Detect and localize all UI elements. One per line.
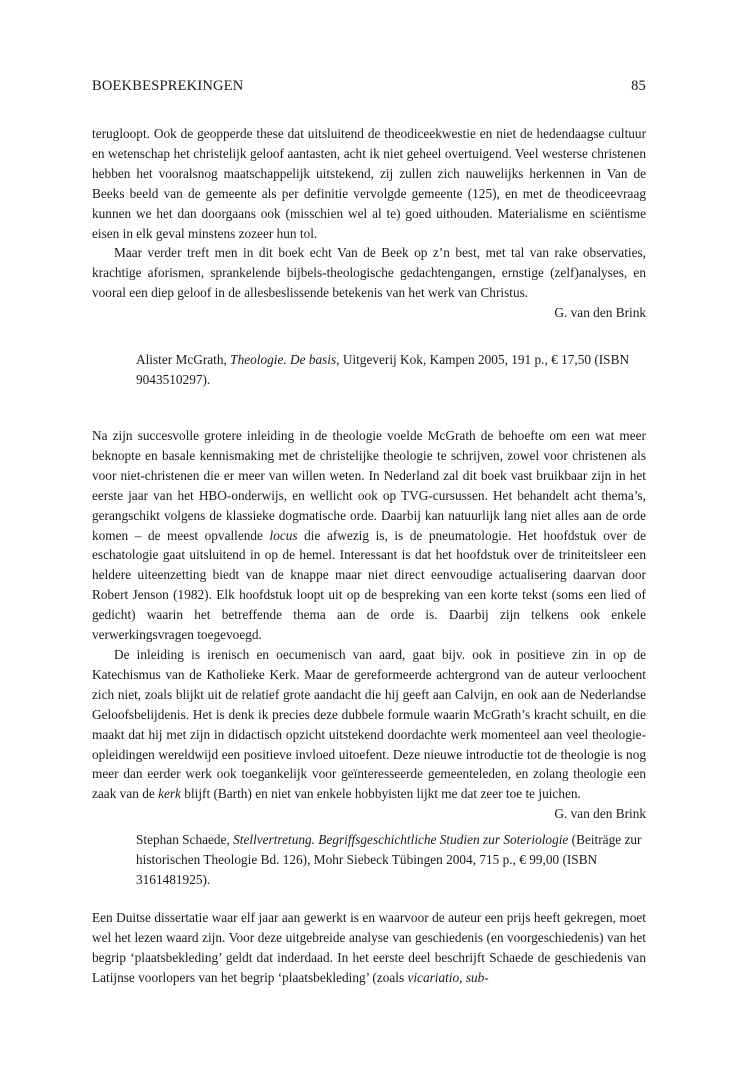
review-mcgrath xyxy=(92,426,646,824)
paragraph: terugloopt. Ook de geopperde these dat uitsluitend de theodiceekwestie en niet de hedendaagse cultuur en wetenschap het christelijk geloof aantasten, acht ik niet geheel overtuigend. Veel westerse christenen hebben het vooralsnog maatschappelijk uitstekend, zij zullen zich nauwelijks herkennen in Van de Beeks beeld van de gemeente als per definitie vervolgde gemeente (125), en met de theodiceevraag kunnen we het dan doorgaans ook (misschien wel al te) goed uithouden. Materialisme en sciëntisme eisen in elk geval minstens zozeer hun tol. xyxy=(92,126,646,241)
paragraph: De inleiding is irenisch en oecumenisch van aard, gaat bijv. ook in positieve zin in op de Katechismus van de Katholieke Kerk. Maar de gereformeerde achtergrond van de auteur verloochent zich niet, zoals blijkt uit de relatief grote aandacht die hij geeft aan Calvijn, en ook aan de Nederlandse Geloofsbelijdenis. Het is denk ik precies deze dubbele formule waarin McGrath’s kracht schuilt, en die maakt dat hij met zijn in didactisch opzicht uitstekend doordachte werk momenteel aan veel theologie-opleidingen wereldwijd een positieve invloed uitoefent. Deze nieuwe introductie tot de theologie is nog meer dan eerder werk ook toegankelijk voor geïnteresseerde gemeenteleden, en zolang theologie een zaak van de kerk blijft (Barth) en niet van enkele hobbyisten lijkt me dat zeer toe te juichen. xyxy=(92,646,646,802)
ref-title: Stellvertretung. Begriffsgeschichtliche Studien zur Soteriologie xyxy=(233,832,569,847)
paragraph: Na zijn succesvolle grotere inleiding in de theologie voelde McGrath de behoefte om een wat meer beknopte en basale kennismaking met de christelijke theologie te schrijven, zowel voor christenen als voor niet-christenen die er meer van willen weten. In Nederland zal dit boek vast bruikbaar zijn in het eerste jaar van het HBO-onderwijs, en wellicht ook op TVG-cursussen. Het behandelt acht thema’s, gerangschikt volgens de klassieke dogmatische orde. Daarbij kan natuurlijk lang niet alles aan de orde komen – de meest opvallende locus die afwezig is, is de pneumatologie. Het hoofdstuk over de eschatologie gaat uitsluitend in op de hemel. Interessant is dat het hoofdstuk over de triniteitsleer een heldere uiteenzetting biedt van de knappe maar niet direct eenvoudige actualisering daarvan door Robert Jenson (1982). Elk hoofdstuk loopt uit op de bespreking van een korte tekst (soms een lied of gedicht) waarin het betreffende thema aan de orde is. Daarbij zijn telkens ook enkele verwerkingsvragen toegevoegd. xyxy=(92,428,646,643)
book-reference-schaede xyxy=(136,830,646,890)
ref-title: Theologie. De basis xyxy=(230,352,337,367)
reviewer-signature: G. van den Brink xyxy=(554,806,646,822)
ref-details: , Uitgeverij Kok, Kampen 2005, 191 p., € 17,50 (ISBN 9043510297). xyxy=(136,352,630,387)
paragraph: Maar verder treft men in dit boek echt Van de Beek op z’n best, met tal van rake observaties, krachtige aforismen, sprankelende bijbels-theologische gedachtengangen, ernstige (zelf)analyses, en vooral een diep geloof in de allesbeslissende betekenis van het werk van Christus. xyxy=(92,245,646,301)
review-1-continuation xyxy=(92,124,646,323)
paragraph: Een Duitse dissertatie waar elf jaar aan gewerkt is en waarvoor de auteur een prijs heeft gekregen, moet wel het lezen waard zijn. Voor deze uitgebreide analyse van geschiedenis (en voorgeschiedenis) van het begrip ‘plaatsbekleding’ geldt dat inderdaad. In het eerste deel beschrijft Schaede de geschiedenis van Latijnse voorlopers van het begrip ‘plaatsbekleding’ (zoals vicariatio, sub- xyxy=(92,910,646,985)
page-number: 85 xyxy=(631,78,646,94)
ref-author: Alister McGrath, xyxy=(136,352,231,367)
ref-author: Stephan Schaede, xyxy=(136,832,234,847)
review-schaede xyxy=(92,908,646,988)
ref-details: (Beiträge zur historischen Theologie Bd. 126), Mohr Siebeck Tübingen 2004, 715 p., € 99,00 (ISBN 3161481925). xyxy=(136,832,642,887)
running-header xyxy=(92,78,646,95)
book-reference-mcgrath xyxy=(136,350,646,390)
section-title: BOEKBESPREKINGEN xyxy=(92,78,244,94)
reviewer-signature: G. van den Brink xyxy=(554,305,646,321)
